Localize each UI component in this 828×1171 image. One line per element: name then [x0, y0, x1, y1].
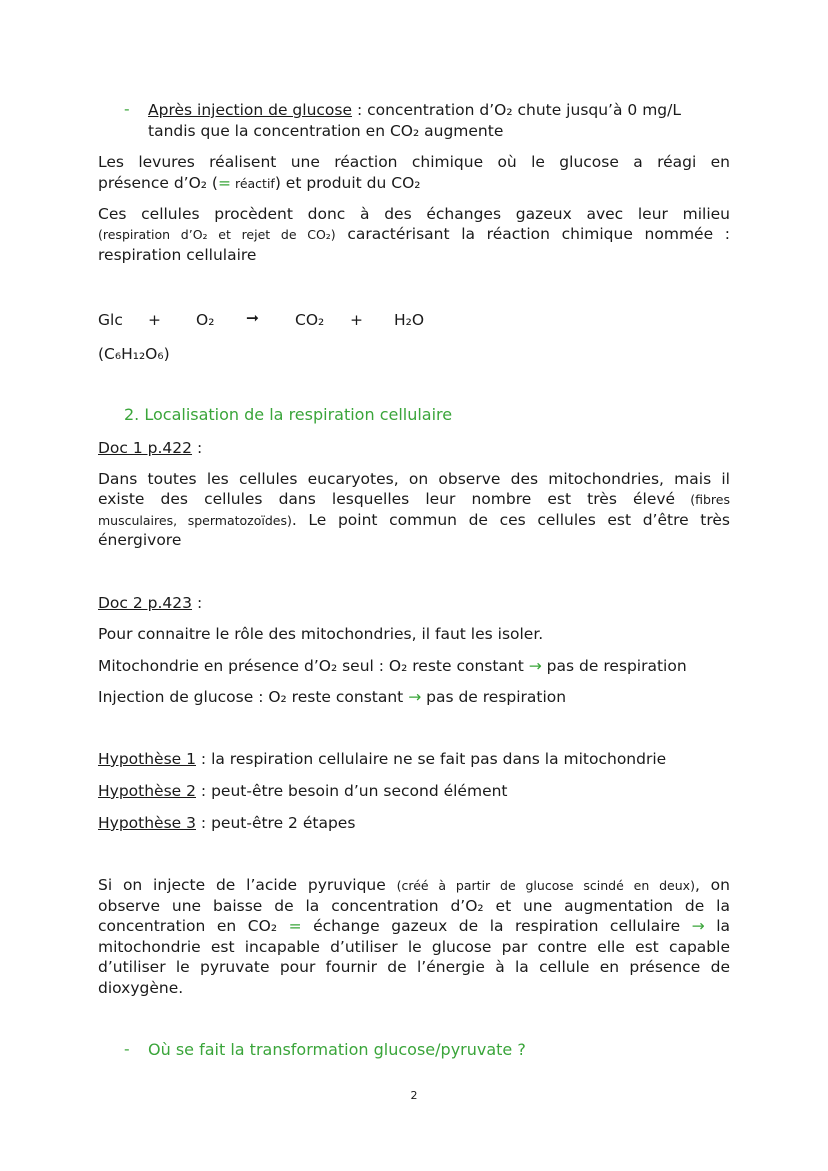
paragraph-line	[98, 489, 730, 510]
arrow-icon: →	[408, 688, 422, 706]
text-span: , on	[694, 876, 730, 894]
text-span: concentration en CO₂	[98, 917, 289, 935]
paragraph-line	[98, 656, 730, 676]
text-span: Si on injecte de l’acide pyruvique	[98, 876, 397, 894]
arrow-icon: →	[528, 657, 542, 675]
doc-reference	[98, 438, 730, 458]
separator: :	[192, 594, 203, 612]
hypothesis-line	[98, 781, 730, 801]
hypothesis-line	[98, 813, 730, 833]
text-span: caractérisant la réaction chimique nommée :	[335, 225, 730, 243]
paragraph-line: respiration cellulaire	[98, 246, 257, 264]
hypothesis-text: : la respiration cellulaire ne se fait pas dans la mitochondrie	[196, 750, 667, 768]
paragraph-line	[98, 510, 730, 531]
text-span: échange gazeux de la respiration cellulaire	[301, 917, 692, 935]
equation-plus: +	[148, 311, 161, 329]
paragraph-line: dioxygène.	[98, 979, 184, 997]
equals-sign: =	[288, 917, 302, 935]
hypothesis-line	[98, 749, 730, 769]
equation-glc: Glc	[98, 311, 123, 329]
section-heading: 2. Localisation de la respiration cellulaire	[124, 405, 453, 424]
paragraph-line	[98, 916, 730, 936]
text-span: pas de respiration	[541, 657, 687, 675]
paragraph-line: Les levures réalisent une réaction chimique où le glucose a réagi en	[98, 153, 730, 171]
small-text: (fibres	[675, 492, 730, 507]
small-text: réactif	[230, 176, 275, 191]
hypothesis-text: : peut-être besoin d’un second élément	[196, 782, 508, 800]
equation-plus: +	[350, 311, 363, 329]
paragraph-line: mitochondrie est incapable d’utiliser le glucose par contre elle est capable	[98, 938, 730, 956]
separator: :	[352, 101, 368, 119]
paragraph-line: Ces cellules procèdent donc à des échanges gazeux avec leur milieu	[98, 205, 730, 223]
paragraph-line: d’utiliser le pyruvate pour fournir de l’énergie à la cellule en présence de	[98, 958, 730, 976]
arrow-icon: →	[691, 917, 705, 935]
text-span: la	[704, 917, 731, 935]
text-span: pas de respiration	[421, 688, 567, 706]
paragraph-line	[98, 173, 730, 194]
doc-label: Doc 1 p.422	[98, 439, 193, 457]
bullet-dash: -	[124, 100, 130, 118]
paragraph-line	[98, 224, 730, 245]
doc-reference	[98, 593, 730, 613]
bullet-line-continued: tandis que la concentration en CO₂ augmente	[148, 122, 504, 140]
equation-arrow: ➞	[246, 309, 259, 327]
hypothesis-text: : peut-être 2 étapes	[196, 814, 356, 832]
bullet-question: Où se fait la transformation glucose/pyruvate ?	[148, 1040, 526, 1059]
paragraph-line: Pour connaitre le rôle des mitochondries, il faut les isoler.	[98, 625, 544, 643]
bullet-dash: -	[124, 1040, 130, 1058]
hypothesis-label: Hypothèse 2	[98, 782, 196, 800]
paragraph-line: Dans toutes les cellules eucaryotes, on observe des mitochondries, mais il	[98, 470, 730, 488]
text-span: présence d’O₂ (	[98, 174, 218, 192]
small-text: musculaires, spermatozoïdes)	[98, 513, 292, 528]
small-text: (créé à partir de glucose scindé en deux)	[396, 878, 695, 893]
bullet-text: concentration d’O₂ chute jusqu’à 0 mg/L	[367, 101, 681, 119]
equation-o2: O₂	[196, 311, 215, 329]
page-number: 2	[410, 1089, 418, 1102]
doc-label: Doc 2 p.423	[98, 594, 193, 612]
equation-h2o: H₂O	[394, 311, 425, 329]
paragraph-line	[98, 687, 730, 707]
equals-sign: =	[217, 174, 231, 192]
text-span: . Le point commun de ces cellules est d’être très	[291, 511, 731, 529]
separator: :	[192, 439, 203, 457]
text-span: existe des cellules dans lesquelles leur nombre est très élevé	[98, 490, 676, 508]
equation-co2: CO₂	[295, 311, 325, 329]
paragraph-line: énergivore	[98, 531, 182, 549]
hypothesis-label: Hypothèse 3	[98, 814, 196, 832]
hypothesis-label: Hypothèse 1	[98, 750, 196, 768]
small-text: (respiration d’O₂ et rejet de CO₂)	[98, 227, 336, 242]
text-span: Mitochondrie en présence d’O₂ seul : O₂ reste constant	[98, 657, 529, 675]
text-span: Injection de glucose : O₂ reste constant	[98, 688, 409, 706]
bullet-label: Après injection de glucose	[148, 101, 353, 119]
glucose-formula: (C₆H₁₂O₆)	[98, 345, 170, 363]
paragraph-line: observe une baisse de la concentration d’O₂ et une augmentation de la	[98, 897, 730, 915]
text-span: ) et produit du CO₂	[274, 174, 421, 192]
bullet-line	[148, 100, 730, 120]
paragraph-line	[98, 875, 730, 896]
